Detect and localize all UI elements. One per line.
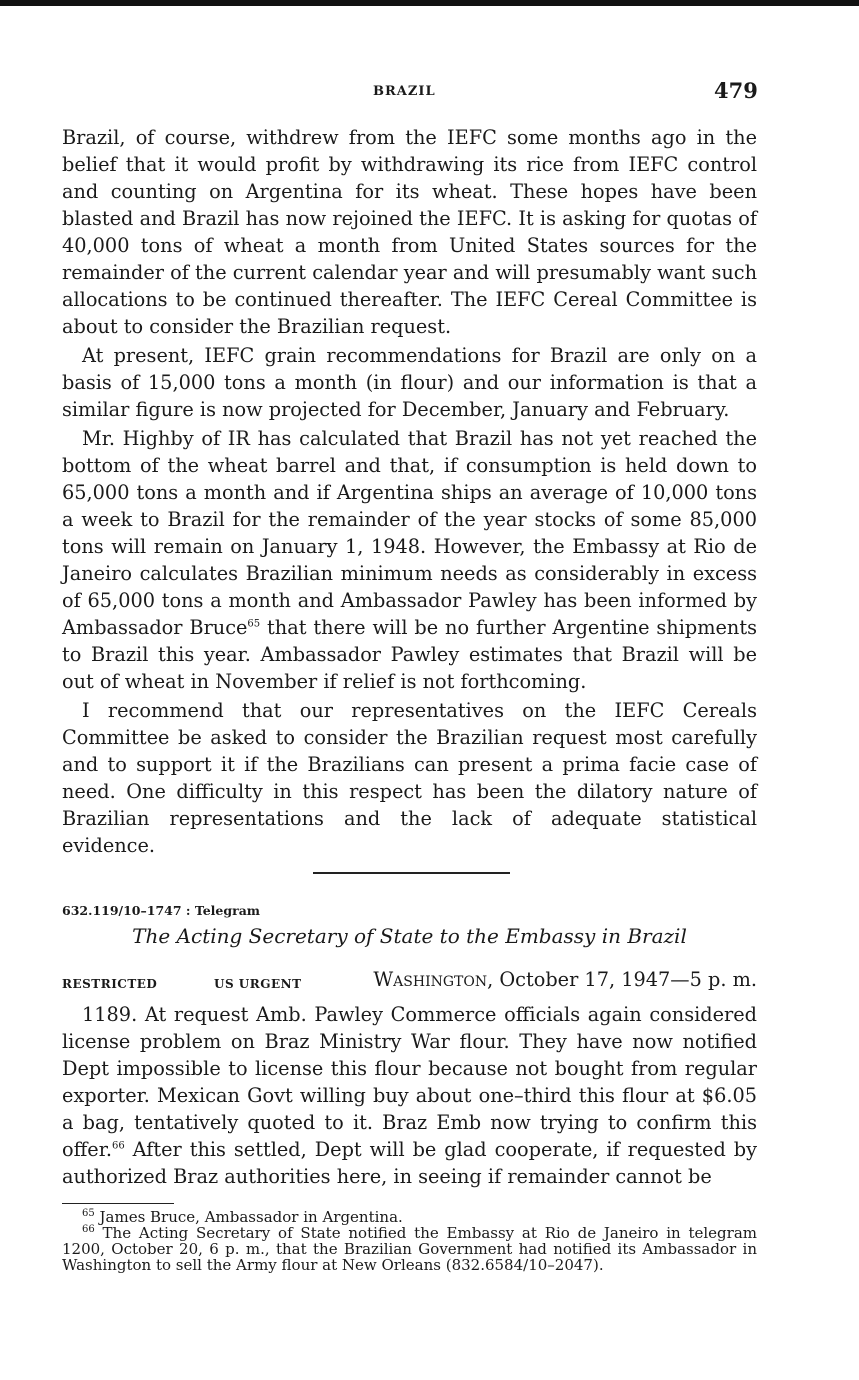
footnote-number: 66 — [82, 1224, 95, 1235]
paragraph-3-text-a: Mr. Highby of IR has calculated that Brazil has not yet reached the bottom of the wheat barrel and that, if consumption is held down to 65,000 tons a month and if Argentina ships an average of 10,000 tons a week to Brazil for the remainder of the year stocks of some 85,000 tons will remain on January 1, 1948. However, the Embassy at Rio de Janeiro calculates Brazilian minimum needs as considerably in excess of 65,000 tons a month and Ambassador Pawley has been informed by Ambassador Bruce — [62, 427, 757, 639]
footnote-number: 65 — [82, 1208, 95, 1219]
footnote-text: The Acting Secretary of State notified the Embassy at Rio de Janeiro in telegram 1200, October 20, 6 p. m., that the Brazilian Government had notified its Ambassador in Washington to sell the Army flour at New Orleans (832.6584/10–2047). — [62, 1224, 757, 1274]
page-top-edge — [0, 0, 859, 6]
urgency-label: US URGENT — [214, 977, 302, 991]
classification-label: RESTRICTED — [62, 977, 158, 991]
paragraph-3-text-b: that there will be no further Argentine shipments to Brazil this year. Ambassador Pawley estimates that Brazil will be out of wheat in November if relief is not forthcoming. — [62, 616, 757, 693]
paragraph-2: At present, IEFC grain recommendations for Brazil are only on a basis of 15,000 tons a month (in flour) and our information is that a similar figure is now projected for December, January and February. — [62, 344, 757, 421]
footnote-66 — [62, 1225, 757, 1273]
paragraph-1: Brazil, of course, withdrew from the IEFC some months ago in the belief that it would profit by withdrawing its rice from IEFC control and counting on Argentina for its wheat. These hopes have been blasted and Brazil has now rejoined the IEFC. It is asking for quotas of 40,000 tons of wheat a month from United States sources for the remainder of the current calendar year and will presumably want such allocations to be continued thereafter. The IEFC Cereal Committee is about to consider the Brazilian request. — [62, 126, 757, 338]
file-reference: 632.119/10–1747 : Telegram — [62, 903, 261, 918]
body-text — [62, 124, 757, 861]
running-head: BRAZIL — [373, 84, 436, 99]
page-header — [0, 78, 859, 108]
footnote-text: James Bruce, Ambassador in Argentina. — [99, 1208, 403, 1226]
document-title: The Acting Secretary of State to the Embassy in Brazil — [132, 924, 687, 948]
paragraph-4: I recommend that our representatives on the IEFC Cereals Committee be asked to consider the Brazilian request most carefully and to support it if the Brazilians can present a prima facie case of need. One difficulty in this respect has been the dilatory nature of Brazilian representations and the lack of adequate statistical evidence. — [62, 699, 757, 857]
footnote-divider — [62, 1203, 174, 1204]
place: Washington, — [373, 968, 494, 991]
paragraph-3 — [62, 425, 757, 695]
place-date — [373, 968, 757, 991]
telegram-text-a: 1189. At request Amb. Pawley Commerce officials again considered license problem on Braz Ministry War flour. They have now notified Dept impossible to license this flour because not bought from regular exporter. Mexican Govt willing buy about one–third this flour at $6.05 a bag, tentatively quoted to it. Braz Emb now trying to confirm this offer. — [62, 1003, 757, 1161]
telegram-body — [62, 1001, 757, 1192]
footnote-ref-66: 66 — [111, 1140, 125, 1152]
page-number: 479 — [714, 78, 758, 103]
date: October 17, 1947—5 p. m. — [499, 968, 757, 991]
footnotes — [62, 1209, 757, 1273]
telegram-text-b: After this settled, Dept will be glad cooperate, if requested by authorized Braz authorities here, in seeing if remainder cannot be — [62, 1138, 757, 1188]
telegram-meta-line — [62, 968, 757, 998]
footnote-65 — [62, 1209, 757, 1225]
telegram-paragraph — [62, 1001, 757, 1190]
section-divider — [313, 872, 510, 874]
footnote-ref-65: 65 — [247, 618, 261, 630]
